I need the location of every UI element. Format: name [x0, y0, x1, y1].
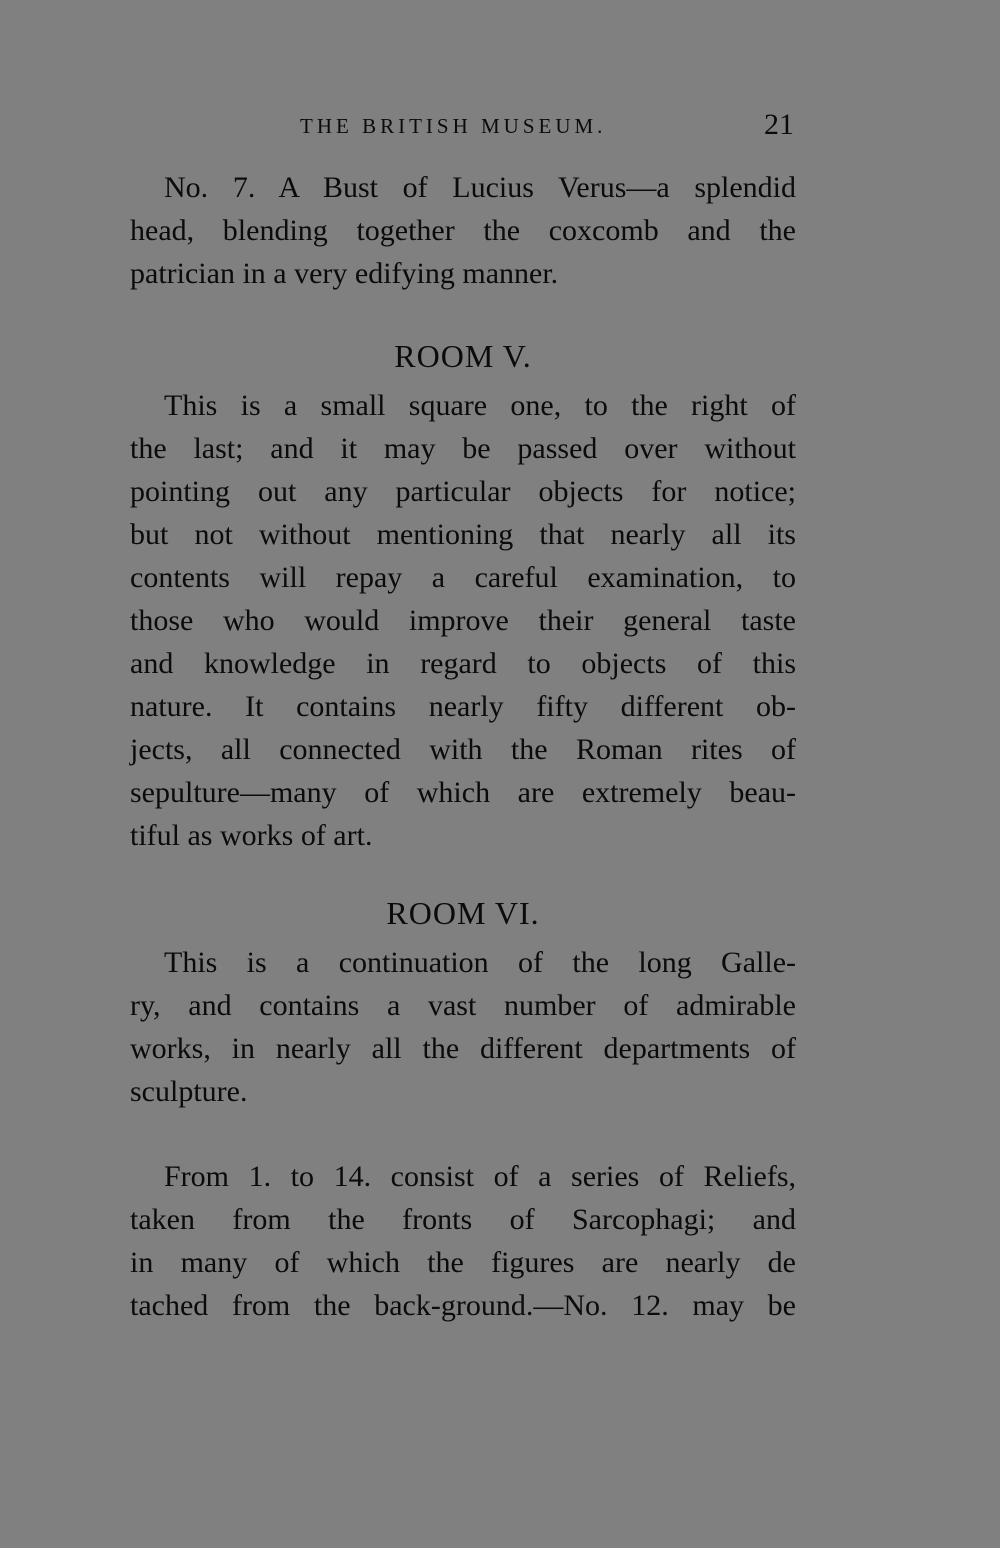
text-line: From 1. to 14. consist of a series of Reliefs, — [164, 1160, 796, 1193]
paragraph-bust-lucius-verus — [130, 166, 796, 295]
text-line: jects, all connected with the Roman rites of — [130, 733, 796, 766]
text-line: taken from the fronts of Sarcophagi; and — [130, 1203, 796, 1236]
text-line: and knowledge in regard to objects of this — [130, 647, 796, 680]
text-line: pointing out any particular objects for notice; — [130, 475, 796, 508]
paragraph-reliefs — [130, 1155, 796, 1327]
text-line: sculpture. — [130, 1075, 248, 1108]
text-line: in many of which the figures are nearly de — [130, 1246, 796, 1279]
text-line: works, in nearly all the different departments of — [130, 1032, 796, 1065]
text-line: This is a continuation of the long Galle- — [164, 946, 796, 979]
page-number: 21 — [764, 108, 794, 141]
text-line: sepulture—many of which are extremely beau- — [130, 776, 796, 809]
text-line: tiful as works of art. — [130, 819, 373, 852]
text-line: patrician in a very edifying manner. — [130, 257, 559, 290]
heading-room-vi: ROOM VI. — [386, 895, 540, 931]
heading-room-v: ROOM V. — [394, 338, 532, 374]
running-head — [130, 110, 796, 150]
paragraph-room-v — [130, 384, 796, 857]
text-line: ry, and contains a vast number of admirable — [130, 989, 796, 1022]
text-line: but not without mentioning that nearly all its — [130, 518, 796, 551]
text-line: the last; and it may be passed over without — [130, 432, 796, 465]
text-line: nature. It contains nearly fifty different ob- — [130, 690, 796, 723]
text-line: those who would improve their general taste — [130, 604, 796, 637]
text-line: contents will repay a careful examination, to — [130, 561, 796, 594]
text-line: tached from the back-ground.—No. 12. may be — [130, 1289, 796, 1322]
text-line: This is a small square one, to the right of — [164, 389, 796, 422]
paragraph-room-vi — [130, 941, 796, 1113]
running-title: THE BRITISH MUSEUM. — [300, 114, 607, 138]
text-line: No. 7. A Bust of Lucius Verus—a splendid — [164, 171, 796, 204]
text-line: head, blending together the coxcomb and the — [130, 214, 796, 247]
